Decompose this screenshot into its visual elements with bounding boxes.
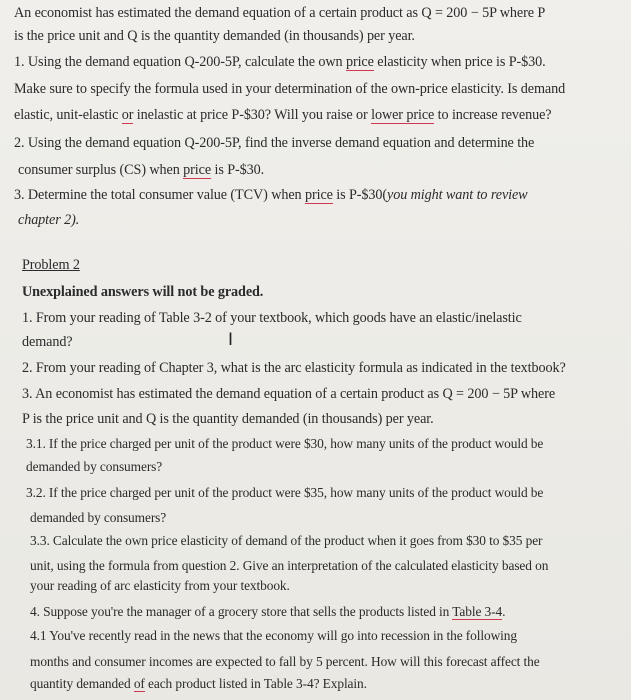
p1-l5-e: to increase revenue?: [434, 107, 552, 123]
p1-line-4: Make sure to specify the formula used in your determination of the own-price elasticity. Is demand: [14, 81, 566, 97]
p1-line-2: is the price unit and Q is the quantity demanded (in thousands) per year.: [14, 28, 415, 44]
p1-line-9: chapter 2).: [18, 212, 80, 228]
price-underlined-2: price: [183, 162, 212, 178]
p1-q1-text-end: elasticity when price is P-$30.: [373, 54, 546, 70]
p1-l8-c: is P-$30(: [332, 187, 388, 203]
p2-q33-line-3: your reading of arc elasticity from your textbook.: [30, 578, 290, 593]
p2-q4-a: 4. Suppose you're the manager of a grocery store that sells the products listed in: [30, 604, 453, 619]
p1-question-2: 2. Using the demand equation Q-200-5P, find the inverse demand equation and determine the: [14, 135, 535, 151]
table-3-4-underlined: Table 3-4: [452, 604, 503, 619]
p2-q41-line-3: [30, 675, 367, 693]
lower-price-underlined: lower price: [371, 107, 435, 123]
p2-q4: [30, 603, 505, 621]
p1-line-7: [18, 161, 264, 179]
p2-q2: 2. From your reading of Chapter 3, what is the arc elasticity formula as indicated in the textbook?: [22, 360, 566, 376]
or-underlined: or: [121, 107, 134, 123]
p1-l5-a: elastic, unit-elastic: [14, 107, 122, 123]
p1-l7-c: is P-$30.: [211, 162, 265, 178]
p1-l7-a: consumer surplus (CS) when: [18, 162, 184, 178]
p2-q31-line-1: 3.1. If the price charged per unit of the product were $30, how many units of the product would be: [26, 436, 544, 451]
p2-q4-c: .: [502, 604, 506, 619]
p2-q1-line-2: demand?: [22, 334, 73, 350]
p2-q33-line-1: 3.3. Calculate the own price elasticity of demand of the product when it goes from $30 to $35 per: [30, 533, 543, 548]
p2-q41-line-2: months and consumer incomes are expected to fall by 5 percent. How will this forecast affect the: [30, 654, 540, 669]
p2-q31-line-2: demanded by consumers?: [26, 459, 163, 474]
price-underlined-3: price: [304, 187, 333, 203]
of-underlined: of: [133, 676, 145, 691]
p1-question-1: [14, 53, 546, 71]
p1-l8-a: 3. Determine the total consumer value (TCV) when: [14, 187, 305, 203]
p1-line-1: An economist has estimated the demand equation of a certain product as Q = 200 − 5P where P: [14, 5, 546, 21]
p2-q32-line-1: 3.2. If the price charged per unit of the product were $35, how many units of the product would be: [26, 485, 544, 500]
p2-q41-c-c: each product listed in Table 3-4? Explain.: [144, 676, 367, 691]
p1-line-5: [14, 106, 551, 124]
p1-question-3: [14, 186, 528, 204]
problem-2-heading: Problem 2: [22, 257, 80, 273]
price-underlined: price: [345, 54, 374, 70]
p1-l8-italic: you might want to review: [387, 187, 528, 203]
p1-q1-text: 1. Using the demand equation Q-200-5P, calculate the own: [14, 54, 346, 70]
p2-q3-line-1: 3. An economist has estimated the demand equation of a certain product as Q = 200 − 5P where: [22, 386, 556, 402]
unexplained-note: Unexplained answers will not be graded.: [22, 284, 264, 300]
p2-q32-line-2: demanded by consumers?: [30, 510, 167, 525]
p1-l5-c: inelastic at price P-$30? Will you raise or: [133, 107, 372, 123]
p2-q3-line-2: P is the price unit and Q is the quantity demanded (in thousands) per year.: [22, 411, 434, 427]
p2-q41-line-1: 4.1 You've recently read in the news that the economy will go into recession in the following: [30, 628, 517, 643]
p2-q1-line-1: 1. From your reading of Table 3-2 of your textbook, which goods have an elastic/inelastic: [22, 310, 522, 326]
text-cursor-icon: I: [228, 330, 234, 350]
p2-q41-c-a: quantity demanded: [30, 676, 134, 691]
p2-q33-line-2: unit, using the formula from question 2. Give an interpretation of the calculated elasticity based on: [30, 558, 549, 573]
